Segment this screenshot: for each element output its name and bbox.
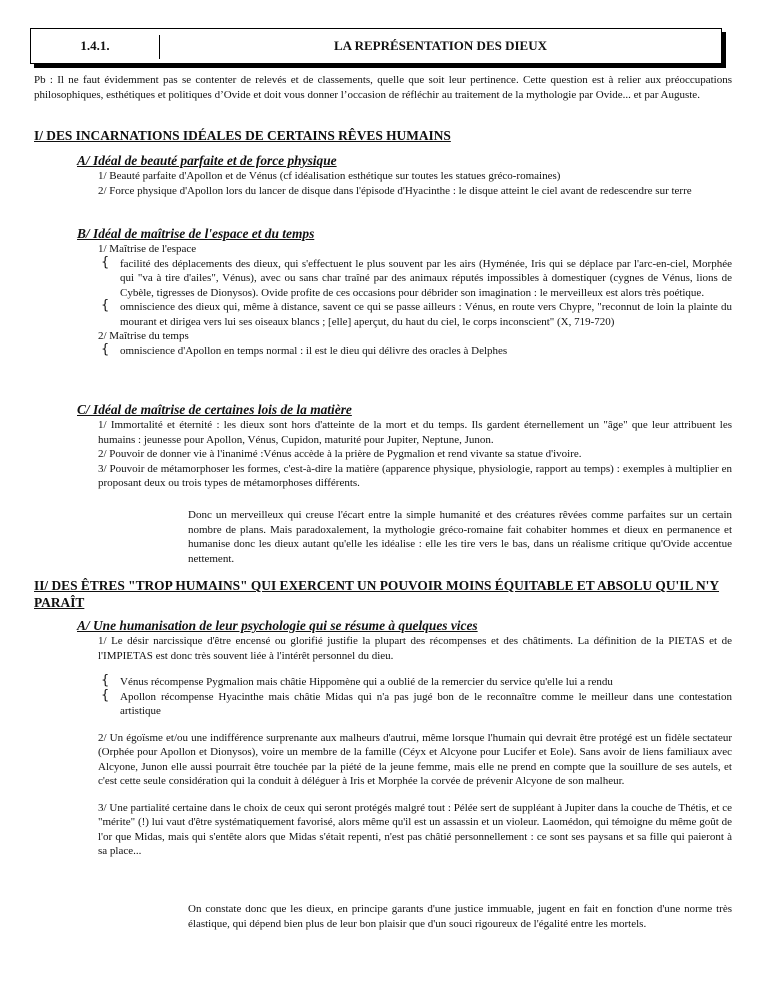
part1-a-point2: 2/ Force physique d'Apollon lors du lancer de disque dans l'épisode d'Hyacinthe : le disque atteint le ciel avant de redescendre sur terre (98, 184, 692, 197)
part1-c-point2: 2/ Pouvoir de donner vie à l'inanimé :Vénus accède à la prière de Pygmalion et rend vivante sa statue d'ivoire. (98, 448, 582, 460)
brace-bullet-icon: { (101, 341, 110, 357)
part1-b-sub2: 2/ Maîtrise du temps (98, 330, 189, 342)
bullet-item (98, 254, 732, 301)
part2-a-point3: 3/ Une partialité certaine dans le choix de ceux qui seront protégés malgré tout : Pélée sert de suppléant à Jupiter dans la couche de Thétis, et ce "mérite" (!) lui vaut d'être systématiquement favorisé, alors même qu'il est un assassin et un violeur. Laomédon, qui témoigne du même goût de l'or que Midas, mais qui s'entête alors que Midas s'était repenti, n'est pas châtié personnellement : ce sont ses paysans et sa fille qui paieront à sa place... (98, 801, 732, 857)
bullet-item (98, 341, 732, 359)
bullet-text: facilité des déplacements des dieux, qui s'effectuent le plus souvent par les airs (Hyménée, Iris qui se déplace par l'arc-en-ciel, Morphée qui "va à tire d'ailes", Vénus), avec ou sans char traîné par des animaux réputés impossibles à domestiquer (cygnes de Vénus, lions de Cybèle, tigresses de Dionysos). Ovide profite de ces occasions pour débrider son imagination : le merveilleux est alors très poétique. (120, 257, 732, 299)
part1-b-sub1: 1/ Maîtrise de l'espace (98, 243, 197, 255)
page-title: LA REPRÉSENTATION DES DIEUX (334, 38, 547, 53)
part1-c-point3: 3/ Pouvoir de métamorphoser les formes, c'est-à-dire la matière (apparence physique, physiologie, rapport au temps) : exemples à multiplier en proposant deux ou trois types de métamorphoses différents. (98, 462, 732, 489)
part1-b-heading: B/ Idéal de maîtrise de l'espace et du temps (77, 226, 315, 241)
part2-a-heading: A/ Une humanisation de leur psychologie qui se résume à quelques vices (77, 618, 478, 633)
brace-bullet-icon: { (101, 298, 110, 313)
part1-a-point1: 1/ Beauté parfaite d'Apollon et de Vénus (cf idéalisation esthétique sur toutes les statues gréco-romaines) (98, 170, 561, 182)
part1-b-body (98, 242, 732, 358)
brace-bullet-icon: { (101, 673, 110, 688)
part2-a-point1: 1/ Le désir narcissique d'être encensé ou glorifié justifie la plupart des récompenses et des châtiments. La définition de la PIETAS et de l'IMPIETAS est donc très souvent liée à l'intérêt personnel du dieu. (98, 635, 732, 662)
bullet-item (98, 300, 732, 329)
bullet-text: omniscience d'Apollon en temps normal : il est le dieu qui délivre des oracles à Delphes (120, 344, 508, 357)
problem-statement: Pb : Il ne faut évidemment pas se contenter de relevés et de classements, quelle que soit leur pertinence. Cette question est à relier aux préoccupations philosophiques, esthétiques et politiques d’Ovide et doit vous donner l’occasion de réfléchir au traitement de la mythologie par Ovide... et par Auguste. (34, 74, 732, 101)
part2-conclusion: On constate donc que les dieux, en principe garants d'une justice immuable, jugent en fait en fonction d'une norme très élastique, qui dépend bien plus de leur bon plaisir que d'un souci rigoureux de l'égalité entre les mortels. (188, 903, 732, 930)
bullet-item (98, 687, 732, 719)
part1-a-body (98, 169, 732, 198)
part1-c-heading: C/ Idéal de maîtrise de certaines lois de la matière (77, 402, 352, 417)
header-box (30, 28, 722, 64)
brace-bullet-icon: { (101, 254, 110, 270)
part2-a-point2: 2/ Un égoïsme et/ou une indifférence surprenante aux malheurs d'autrui, même lorsque l'humain qui devrait être protégé est un fidèle sectateur (Orphée pour Apollon et Dionysos), voire un membre de la famille (Céyx et Alcyone pour Lucifer et Eole). Sans avoir de liens familiaux avec Alcyone, Junon elle aussi pourrait être touchée par la piété de la jeune femme, mais elle ne prend en compte que la souillure de ses autels, et c'est cette seule considération qui la conduit à déléguer à Iris et Morphée la corvée de prévenir Alcyone de son malheur. (98, 731, 732, 787)
brace-bullet-icon: { (101, 687, 110, 703)
part2-a-body (98, 634, 732, 859)
part2-heading: II/ DES ÊTRES "TROP HUMAINS" QUI EXERCENT UN POUVOIR MOINS ÉQUITABLE ET ABSOLU QU'IL N'Y PARAÎT (34, 578, 720, 610)
bullet-text: omniscience des dieux qui, même à distance, savent ce qui se passe ailleurs : Vénus, en route vers Chypre, "reconnut de loin la plainte du mourant et dirigea vers lui ses oiseaux blancs ; [elle] aperçut, du haut du ciel, le corps inconscient" (X, 719-720) (120, 301, 732, 328)
part1-c-point1: 1/ Immortalité et éternité : les dieux sont hors d'atteinte de la mort et du temps. Ils gardent éternellement un "âge" que leur attribuent les humains : jeunesse pour Apollon, Vénus, Cupidon, maturité pour Jupiter, Neptune, Junon. (98, 419, 732, 446)
bullet-text: Apollon récompense Hyacinthe mais châtie Midas qui n'a pas jugé bon de le reconnaître comme le meilleur dans une contestation artistique (120, 690, 732, 717)
section-number: 1.4.1. (80, 38, 110, 53)
part1-conclusion: Donc un merveilleux qui creuse l'écart entre la simple humanité et des créatures rêvées comme parfaites sur un certain nombre de plans. Mais paradoxalement, la mythologie gréco-romaine fait cohabiter hommes et dieux en permanence et humanise donc les dieux autant qu'elle les idéalise : elle les tire vers le bas, dans un réalisme critique qu'Ovide accentue nettement. (188, 509, 732, 565)
bullet-text: Vénus récompense Pygmalion mais châtie Hippomène qui a oublié de la remercier du service qu'elle lui a rendu (120, 676, 613, 688)
part1-c-body (98, 418, 732, 491)
part1-a-heading: A/ Idéal de beauté parfaite et de force physique (77, 153, 337, 168)
bullet-item (98, 675, 732, 690)
part1-heading: I/ DES INCARNATIONS IDÉALES DE CERTAINS RÊVES HUMAINS (34, 128, 451, 143)
